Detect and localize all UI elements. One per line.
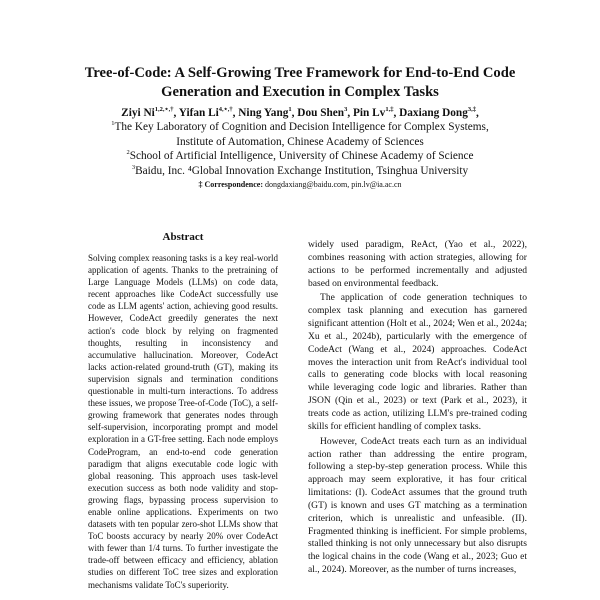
author: Daxiang Dong$^{3,\ddagger}$ [399, 106, 476, 119]
abstract-body: Solving complex reasoning tasks is a key real-world application of agents. Thanks to the pretraining of Large Language Models (LLMs) on code data, recent approaches like CodeAct successfully use code as LLM agents' action, achieving good results. However, CodeAct greedily generates the next action's code block by relying on fragmented thoughts, resulting in inconsistency and accumulative hallucination. Moreover, CodeAct lacks action-related ground-truth (GT), making its supervision signals and termination conditions questionable in multi-turn interactions. To address these issues, we propose Tree-of-Code (ToC), a self-growing framework that generates nodes through self-supervision, incorporating prompt and model exploration in a GT-free setting. Each node employs CodeProgram, an end-to-end code generation paradigm that aligns executable code logic with global reasoning. This approach uses task-level execution success as both node validity and stop-growing flags, bypassing process supervision to enable online applications. Experiments on two datasets with ten popular zero-shot LLMs show that ToC boosts accuracy by nearly 20% over CodeAct with fewer than 1/4 turns. To further investigate the trade-off between efficacy and efficiency, ablation studies on different ToC tree sizes and exploration mechanisms validate ToC's superiority. [88, 253, 278, 590]
correspondence-emails[interactable]: dongdaxiang@baidu.com, pin.lv@ia.ac.cn [265, 180, 402, 190]
paper-title [40, 64, 560, 102]
author: Yifan $Li^{4,⋆,\dagger}$ [178, 106, 233, 119]
author-block [30, 106, 570, 191]
correspondence [30, 178, 570, 191]
affiliation: Institute of Automation, Chinese Academy of Sciences [176, 135, 424, 148]
title-line: Tree-of-Code: A Self-Growing Tree Framework for End-to-End Code [84, 65, 516, 81]
affiliation: $^1$The Key Laboratory of Cognition and Decision Intelligence for Complex Systems, [111, 120, 489, 134]
author-list: Ziyi $Ni^{1,2,⋆,\dagger}$, Yifan $Li^{4,⋆,\dagger}$, Ning Yang$^1$, Dou Shen$^3$, Pin $Lv^{1,\ddagger}$, Daxiang Dong$^{3,\ddagger}$, [121, 106, 479, 119]
paragraph: However, CodeAct treats each turn as an individual action rather than addressing the entire program, following a step-by-step generation process. While this approach may seem explorative, it has four critical limitations: (I). CodeAct assumes that the ground truth (GT) is known and uses GT matching as a termination criterion, which is unrealistic and unfeasible. (II). Fragmented thinking is inefficient. For simple problems, stalled thinking is not only unnecessary but also disrupts the logical chains in the code (Wang et al., 2023; Guo et al., 2024). Moreover, as the number of turns increases, [308, 435, 527, 576]
abstract-heading: Abstract [162, 231, 204, 243]
paragraph: The application of code generation techniques to complex task planning and execution has garnered significant attention (Holt et al., 2024; Wen et al., 2024a; Xu et al., 2024b), particularly with the emergence of CodeAct (Wang et al., 2024) approaches. CodeAct moves the interaction unit from ReAct's individual tool calls to generating code blocks with local reasoning while leveraging code logic and libraries. Rather than JSON (Qin et al., 2023) or text (Park et al., 2023), it treats code as action, utilizing LLM's pre-trained coding skills for efficient handling of complex tasks. [308, 292, 527, 432]
correspondence-label: ‡ Correspondence: [198, 180, 264, 190]
author: Pin $Lv^{1,\ddagger}$ [352, 106, 394, 119]
intro-column [308, 239, 527, 579]
author: Ning Yang$^1$ [238, 106, 292, 119]
paragraph: widely used paradigm, ReAct, (Yao et al., 2022), combines reasoning with action strategies, allowing for actions to be performed incrementally and adjusted based on environmental feedback. [308, 239, 527, 289]
affiliation: $^3$Baidu, Inc. ⁴Global Innovation Exchange Institution, Tsinghua University [131, 163, 469, 177]
affiliation: $^2$School of Artificial Intelligence, University of Chinese Academy of Science [126, 149, 474, 163]
author: Ziyi $Ni^{1,2,⋆,\dagger}$ [121, 106, 174, 119]
author: Dou Shen$^3$ [297, 106, 348, 119]
title-line: Generation and Execution in Complex Tasks [161, 84, 439, 100]
